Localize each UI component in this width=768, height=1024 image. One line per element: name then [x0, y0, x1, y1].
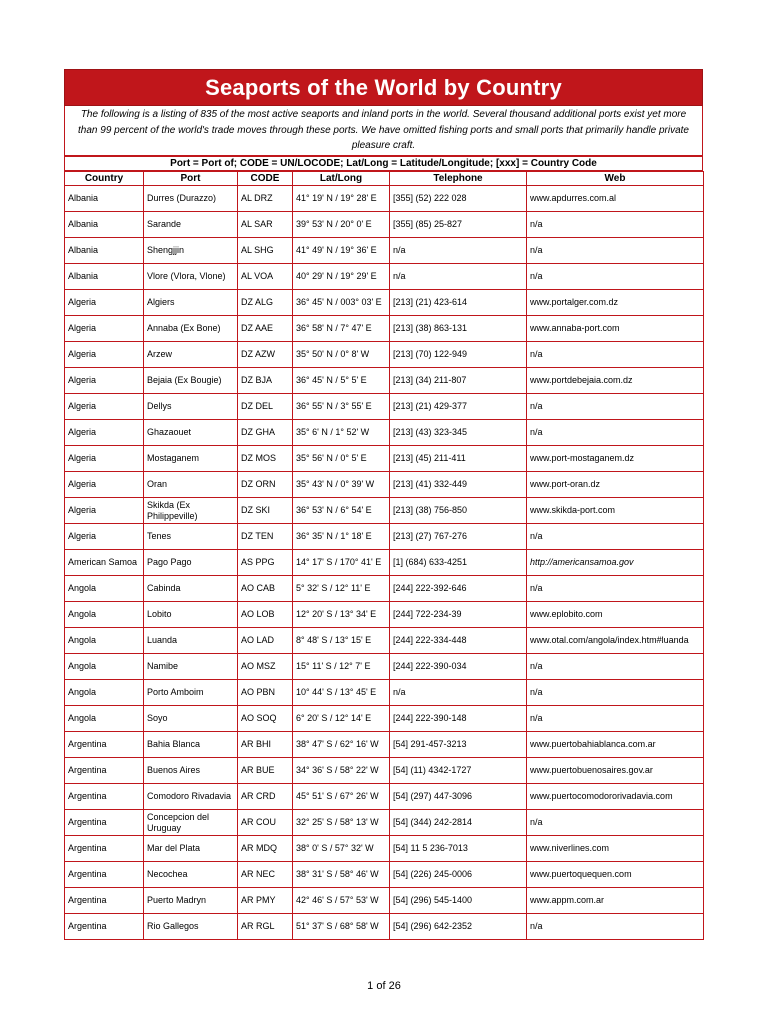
table-row [65, 862, 704, 888]
country-cell: Argentina [65, 836, 144, 862]
code-cell: AO PBN [238, 680, 293, 706]
telephone-cell: [213] (38) 756-850 [390, 498, 527, 524]
latlong-cell: 36° 35' N / 1° 18' E [293, 524, 390, 550]
latlong-cell: 32° 25' S / 58° 13' W [293, 810, 390, 836]
country-cell: Algeria [65, 498, 144, 524]
table-row [65, 498, 704, 524]
country-cell: Angola [65, 706, 144, 732]
web-cell[interactable]: www.apdurres.com.al [527, 186, 704, 212]
telephone-cell: [355] (85) 25-827 [390, 212, 527, 238]
table-row [65, 186, 704, 212]
code-cell: AR NEC [238, 862, 293, 888]
table-row [65, 836, 704, 862]
table-row [65, 368, 704, 394]
country-cell: Angola [65, 602, 144, 628]
code-cell: AO MSZ [238, 654, 293, 680]
port-cell: Comodoro Rivadavia [144, 784, 238, 810]
telephone-cell: [54] 291-457-3213 [390, 732, 527, 758]
web-cell: n/a [527, 576, 704, 602]
web-cell[interactable]: www.puertobuenosaires.gov.ar [527, 758, 704, 784]
code-cell: DZ ORN [238, 472, 293, 498]
country-cell: Algeria [65, 316, 144, 342]
web-cell[interactable]: www.otal.com/angola/index.htm#luanda [527, 628, 704, 654]
port-cell: Porto Amboim [144, 680, 238, 706]
code-cell: DZ GHA [238, 420, 293, 446]
telephone-cell: n/a [390, 238, 527, 264]
table-row [65, 290, 704, 316]
latlong-cell: 10° 44' S / 13° 45' E [293, 680, 390, 706]
web-cell: n/a [527, 654, 704, 680]
port-cell: Necochea [144, 862, 238, 888]
port-cell: Cabinda [144, 576, 238, 602]
country-cell: Algeria [65, 394, 144, 420]
telephone-cell: n/a [390, 680, 527, 706]
port-cell: Mostaganem [144, 446, 238, 472]
table-row [65, 472, 704, 498]
code-cell: AR CRD [238, 784, 293, 810]
table-row [65, 550, 704, 576]
web-cell: n/a [527, 212, 704, 238]
telephone-cell: [213] (21) 429-377 [390, 394, 527, 420]
code-cell: AL SHG [238, 238, 293, 264]
web-cell: n/a [527, 914, 704, 940]
country-cell: American Samoa [65, 550, 144, 576]
port-cell: Buenos Aires [144, 758, 238, 784]
latlong-cell: 35° 43' N / 0° 39' W [293, 472, 390, 498]
code-cell: AO CAB [238, 576, 293, 602]
web-cell: n/a [527, 394, 704, 420]
web-cell[interactable]: www.puertoquequen.com [527, 862, 704, 888]
web-cell[interactable]: www.portalger.com.dz [527, 290, 704, 316]
web-cell[interactable]: www.skikda-port.com [527, 498, 704, 524]
latlong-cell: 39° 53' N / 20° 0' E [293, 212, 390, 238]
country-cell: Argentina [65, 862, 144, 888]
table-row [65, 212, 704, 238]
country-cell: Algeria [65, 290, 144, 316]
web-cell[interactable]: www.eplobito.com [527, 602, 704, 628]
code-cell: AO LOB [238, 602, 293, 628]
telephone-cell: [1] (684) 633-4251 [390, 550, 527, 576]
legend-line: Port = Port of; CODE = UN/LOCODE; Lat/Long = Latitude/Longitude; [xxx] = Country Code [64, 156, 703, 171]
latlong-cell: 36° 45' N / 003° 03' E [293, 290, 390, 316]
column-header-latlong: Lat/Long [293, 172, 390, 186]
country-cell: Algeria [65, 420, 144, 446]
latlong-cell: 5° 32' S / 12° 11' E [293, 576, 390, 602]
table-row [65, 758, 704, 784]
table-row [65, 264, 704, 290]
telephone-cell: [54] (296) 545-1400 [390, 888, 527, 914]
code-cell: DZ ALG [238, 290, 293, 316]
code-cell: DZ BJA [238, 368, 293, 394]
latlong-cell: 8° 48' S / 13° 15' E [293, 628, 390, 654]
latlong-cell: 6° 20' S / 12° 14' E [293, 706, 390, 732]
code-cell: AR PMY [238, 888, 293, 914]
telephone-cell: [213] (27) 767-276 [390, 524, 527, 550]
telephone-cell: [213] (38) 863-131 [390, 316, 527, 342]
port-cell: Durres (Durazzo) [144, 186, 238, 212]
port-cell: Ghazaouet [144, 420, 238, 446]
port-cell: Lobito [144, 602, 238, 628]
country-cell: Argentina [65, 732, 144, 758]
table-row [65, 342, 704, 368]
table-row [65, 394, 704, 420]
column-header-country: Country [65, 172, 144, 186]
web-cell[interactable]: www.appm.com.ar [527, 888, 704, 914]
code-cell: AR COU [238, 810, 293, 836]
table-row [65, 524, 704, 550]
telephone-cell: [244] 222-334-448 [390, 628, 527, 654]
country-cell: Angola [65, 576, 144, 602]
telephone-cell: [213] (45) 211-411 [390, 446, 527, 472]
latlong-cell: 12° 20' S / 13° 34' E [293, 602, 390, 628]
telephone-cell: [213] (34) 211-807 [390, 368, 527, 394]
telephone-cell: [244] 222-390-148 [390, 706, 527, 732]
code-cell: AO SOQ [238, 706, 293, 732]
page-title: Seaports of the World by Country [205, 74, 562, 100]
telephone-cell: [54] (297) 447-3096 [390, 784, 527, 810]
latlong-cell: 35° 50' N / 0° 8' W [293, 342, 390, 368]
telephone-cell: [213] (43) 323-345 [390, 420, 527, 446]
web-cell: n/a [527, 342, 704, 368]
table-row [65, 810, 704, 836]
code-cell: DZ SKI [238, 498, 293, 524]
web-cell[interactable]: www.puertocomodororivadavia.com [527, 784, 704, 810]
web-cell[interactable]: www.portdebejaia.com.dz [527, 368, 704, 394]
telephone-cell: [54] (226) 245-0006 [390, 862, 527, 888]
country-cell: Algeria [65, 342, 144, 368]
table-row [65, 602, 704, 628]
port-cell: Vlore (Vlora, Vlone) [144, 264, 238, 290]
code-cell: AL DRZ [238, 186, 293, 212]
port-cell: Puerto Madryn [144, 888, 238, 914]
table-row [65, 576, 704, 602]
port-cell: Annaba (Ex Bone) [144, 316, 238, 342]
table-row [65, 888, 704, 914]
country-cell: Algeria [65, 524, 144, 550]
telephone-cell: [213] (70) 122-949 [390, 342, 527, 368]
table-row [65, 914, 704, 940]
port-cell: Namibe [144, 654, 238, 680]
country-cell: Argentina [65, 758, 144, 784]
latlong-cell: 38° 0' S / 57° 32' W [293, 836, 390, 862]
table-row [65, 316, 704, 342]
code-cell: AR MDQ [238, 836, 293, 862]
table-row [65, 732, 704, 758]
code-cell: DZ TEN [238, 524, 293, 550]
code-cell: AR RGL [238, 914, 293, 940]
telephone-cell: [355] (52) 222 028 [390, 186, 527, 212]
latlong-cell: 42° 46' S / 57° 53' W [293, 888, 390, 914]
telephone-cell: [213] (21) 423-614 [390, 290, 527, 316]
country-cell: Argentina [65, 784, 144, 810]
port-cell: Skikda (Ex Philippeville) [144, 498, 238, 524]
code-cell: AO LAD [238, 628, 293, 654]
latlong-cell: 36° 55' N / 3° 55' E [293, 394, 390, 420]
column-header-web: Web [527, 172, 704, 186]
code-cell: DZ AAE [238, 316, 293, 342]
port-cell: Dellys [144, 394, 238, 420]
web-cell[interactable]: www.niverlines.com [527, 836, 704, 862]
latlong-cell: 36° 53' N / 6° 54' E [293, 498, 390, 524]
web-cell: n/a [527, 706, 704, 732]
country-cell: Argentina [65, 888, 144, 914]
latlong-cell: 51° 37' S / 68° 58' W [293, 914, 390, 940]
latlong-cell: 41° 49' N / 19° 36' E [293, 238, 390, 264]
code-cell: AR BUE [238, 758, 293, 784]
latlong-cell: 38° 47' S / 62° 16' W [293, 732, 390, 758]
title-bar [64, 69, 703, 106]
port-cell: Mar del Plata [144, 836, 238, 862]
table-row [65, 680, 704, 706]
port-cell: Sarande [144, 212, 238, 238]
latlong-cell: 34° 36' S / 58° 22' W [293, 758, 390, 784]
port-cell: Oran [144, 472, 238, 498]
port-cell: Concepcion del Uruguay [144, 810, 238, 836]
country-cell: Algeria [65, 446, 144, 472]
code-cell: DZ AZW [238, 342, 293, 368]
table-row [65, 706, 704, 732]
country-cell: Algeria [65, 472, 144, 498]
latlong-cell: 45° 51' S / 67° 26' W [293, 784, 390, 810]
country-cell: Albania [65, 212, 144, 238]
table-row [65, 654, 704, 680]
document-sheet [64, 69, 703, 940]
latlong-cell: 40° 29' N / 19° 29' E [293, 264, 390, 290]
port-cell: Algiers [144, 290, 238, 316]
country-cell: Angola [65, 654, 144, 680]
code-cell: AS PPG [238, 550, 293, 576]
column-header-code: CODE [238, 172, 293, 186]
intro-paragraph: The following is a listing of 835 of the most active seaports and inland ports in the world. Several thousand additional ports exist yet more than 99 percent of the world's trade moves through these ports. We have omitted fishing ports and small ports that primarily handle private pleasure craft. [64, 106, 703, 156]
port-cell: Rio Gallegos [144, 914, 238, 940]
latlong-cell: 14° 17' S / 170° 41' E [293, 550, 390, 576]
country-cell: Argentina [65, 810, 144, 836]
column-header-telephone: Telephone [390, 172, 527, 186]
web-cell[interactable]: www.port-mostaganem.dz [527, 446, 704, 472]
telephone-cell: [54] 11 5 236-7013 [390, 836, 527, 862]
ports-table [64, 171, 704, 940]
telephone-cell: [244] 222-390-034 [390, 654, 527, 680]
port-cell: Arzew [144, 342, 238, 368]
telephone-cell: [244] 222-392-646 [390, 576, 527, 602]
latlong-cell: 35° 6' N / 1° 52' W [293, 420, 390, 446]
telephone-cell: [54] (344) 242-2814 [390, 810, 527, 836]
country-cell: Angola [65, 628, 144, 654]
table-row [65, 420, 704, 446]
country-cell: Albania [65, 186, 144, 212]
telephone-cell: [213] (41) 332-449 [390, 472, 527, 498]
web-cell[interactable]: www.puertobahiablanca.com.ar [527, 732, 704, 758]
code-cell: AR BHI [238, 732, 293, 758]
code-cell: DZ DEL [238, 394, 293, 420]
web-cell: n/a [527, 680, 704, 706]
web-cell: n/a [527, 810, 704, 836]
web-cell: n/a [527, 420, 704, 446]
latlong-cell: 41° 19' N / 19° 28' E [293, 186, 390, 212]
country-cell: Angola [65, 680, 144, 706]
country-cell: Algeria [65, 368, 144, 394]
port-cell: Pago Pago [144, 550, 238, 576]
port-cell: Luanda [144, 628, 238, 654]
telephone-cell: [54] (11) 4342-1727 [390, 758, 527, 784]
telephone-cell: [244] 722-234-39 [390, 602, 527, 628]
port-cell: Soyo [144, 706, 238, 732]
latlong-cell: 15° 11' S / 12° 7' E [293, 654, 390, 680]
latlong-cell: 38° 31' S / 58° 46' W [293, 862, 390, 888]
table-row [65, 238, 704, 264]
port-cell: Bejaia (Ex Bougie) [144, 368, 238, 394]
web-cell: n/a [527, 264, 704, 290]
table-row [65, 446, 704, 472]
page-number: 1 of 26 [367, 980, 401, 992]
code-cell: DZ MOS [238, 446, 293, 472]
table-row [65, 784, 704, 810]
latlong-cell: 36° 58' N / 7° 47' E [293, 316, 390, 342]
telephone-cell: n/a [390, 264, 527, 290]
telephone-cell: [54] (296) 642-2352 [390, 914, 527, 940]
country-cell: Albania [65, 264, 144, 290]
port-cell: Tenes [144, 524, 238, 550]
country-cell: Albania [65, 238, 144, 264]
country-cell: Argentina [65, 914, 144, 940]
latlong-cell: 36° 45' N / 5° 5' E [293, 368, 390, 394]
web-cell: n/a [527, 238, 704, 264]
web-cell[interactable]: www.annaba-port.com [527, 316, 704, 342]
code-cell: AL VOA [238, 264, 293, 290]
table-header-row [65, 172, 704, 186]
web-cell[interactable]: http://americansamoa.gov [527, 550, 704, 576]
web-cell: n/a [527, 524, 704, 550]
port-cell: Bahia Blanca [144, 732, 238, 758]
latlong-cell: 35° 56' N / 0° 5' E [293, 446, 390, 472]
web-cell[interactable]: www.port-oran.dz [527, 472, 704, 498]
column-header-port: Port [144, 172, 238, 186]
code-cell: AL SAR [238, 212, 293, 238]
table-row [65, 628, 704, 654]
port-cell: Shengjjin [144, 238, 238, 264]
